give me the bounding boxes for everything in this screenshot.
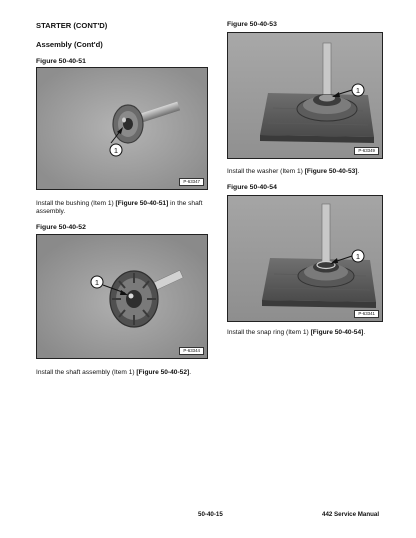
instruction-52: Install the shaft assembly (Item 1) [Figure 50-40-52]. [36, 369, 192, 376]
figure-ref-51[interactable]: [Figure 50-40-51] [115, 200, 169, 207]
figure-ref-52[interactable]: [Figure 50-40-52] [136, 369, 190, 376]
instruction-53: Install the washer (Item 1) [Figure 50-40-53]. [227, 168, 360, 175]
instruction-54: Install the snap ring (Item 1) [Figure 50-40-54]. [227, 329, 366, 336]
figure-50-40-54-photo [227, 195, 383, 322]
figure-ref-54[interactable]: [Figure 50-40-54] [310, 329, 364, 336]
callout-54: 1 [355, 252, 361, 261]
photo-code-52: P-63344 [179, 347, 204, 355]
page-number: 50-40-15 [198, 511, 223, 518]
instruction-51: Install the bushing (Item 1) [Figure 50-40-51] in the shaft assembly. [36, 200, 203, 216]
figure-label-54: Figure 50-40-54 [227, 184, 277, 191]
photo-code-51: P-63347 [179, 178, 204, 186]
section-title: STARTER (CONT'D) [36, 21, 108, 30]
figure-label-52: Figure 50-40-52 [36, 224, 86, 231]
photo-code-53: P-63349 [354, 147, 379, 155]
subsection-title: Assembly (Cont'd) [36, 40, 103, 49]
photo-code-54: P-63341 [354, 310, 379, 318]
figure-50-40-52-photo [36, 234, 208, 359]
figure-label-51: Figure 50-40-51 [36, 58, 86, 65]
callout-52: 1 [94, 278, 100, 287]
figure-label-53: Figure 50-40-53 [227, 21, 277, 28]
figure-50-40-53-photo [227, 32, 383, 159]
callout-53: 1 [355, 86, 361, 95]
manual-title: 442 Service Manual [322, 511, 380, 518]
figure-ref-53[interactable]: [Figure 50-40-53] [304, 168, 358, 175]
figure-50-40-51-photo [36, 67, 208, 190]
callout-51: 1 [113, 146, 119, 155]
